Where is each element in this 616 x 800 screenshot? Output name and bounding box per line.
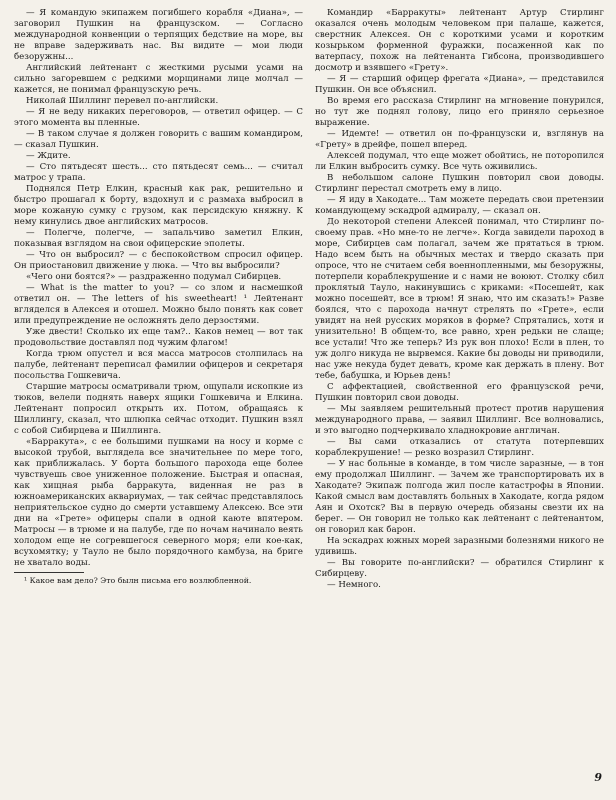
paragraph: Английский лейтенант с жесткими русыми усами на сильно загоревшем с редкими морщинами лице молчал — кажется, не понимал французскую речь.: [14, 63, 303, 95]
paragraph: — What is the matter to you? — со злом и насмешкой ответил он. — The letters of his sweetheart! ¹ Лейтенант вгляделся в Алексея и отошел. Можно было понять как совет или предупреждение не осложнять дело дерзостями.: [14, 283, 303, 326]
paragraph: «Чего они боятся?» — раздраженно подумал Сибирцев.: [26, 272, 282, 282]
paragraph: В небольшом салоне Пушкин повторил свои доводы. Стирлинг перестал смотреть ему в лицо.: [315, 173, 604, 194]
paragraph: — Я не веду никаких переговоров, — ответил офицер. — С этого момента вы пленные.: [14, 107, 303, 128]
paragraph: — Мы заявляем решительный протест против нарушения международного права, — заявил Шиллинг. Все волновались, и это выгодно подчеркивало хладнокровие англичан.: [315, 404, 604, 436]
paragraph: Командир «Барракуты» лейтенант Артур Стирлинг оказался очень молодым человеком при палаше, кажется, сверстник Алексея. Он с короткими усами и коротким козырьком форменной фуражки, посаженной как по ватерпасу, похож на лейтенанта Гибсона, производившего досмотр и взявшего «Грету».: [315, 8, 604, 73]
paragraph: С аффектацией, свойственной его французской речи, Пушкин повторил свои доводы.: [315, 382, 604, 403]
footnote-divider: [14, 572, 84, 573]
paragraph: Алексей подумал, что еще может обойтись, не поторопился ли Елкин выбросить сумку. Все чуть оживились.: [315, 151, 604, 172]
paragraph: — Полегче, полегче, — запальчиво заметил Елкин, показывая взглядом на свои офицерские эполеты.: [14, 228, 303, 249]
paragraph: — Немного.: [327, 580, 381, 590]
paragraph: — У нас больные в команде, в том числе заразные, — в тон ему продолжал Шиллинг. — Зачем же транспортировать их в Хакодате? Экипаж полгода жил после катастрофы в Японии. Какой смысл вам доставлять больных в Хакодате, когда рядом Аян и Охотск? Вы в первую очередь обязаны свезти их на берег. — Он говорил не только как лейтенант с лейтенантом, он говорил как барон.: [315, 459, 604, 535]
paragraph: — Ждите.: [26, 151, 71, 161]
paragraph: — В таком случае я должен говорить с вашим командиром, — сказал Пушкин.: [14, 129, 303, 150]
left-column: [14, 8, 303, 768]
paragraph: — Я командую экипажем погибшего корабля «Диана», — заговорил Пушкин на французском. — Согласно международной конвенции о терпящих бедствие на море, вы не вправе задерживать нас. Вы видите — мои люди безоружны...: [14, 8, 303, 62]
paragraph: Когда трюм опустел и вся масса матросов столпилась на палубе, лейтенант переписал фамилии офицеров и секретаря посольства Гошкевича.: [14, 349, 303, 381]
paragraph: — Идемте! — ответил он по-французски и, взглянув на «Грету» в дрейфе, пошел вперед.: [315, 129, 604, 150]
paragraph: Николай Шиллинг перевел по-английски.: [26, 96, 219, 106]
paragraph: — Что он выбросил? — с беспокойством спросил офицер. Он приостановил движение у люка. — Что вы выбросили?: [14, 250, 303, 271]
paragraph: Во время его рассказа Стирлинг на мгновение понурился, но тут же поднял голову, лицо его приняло серьезное выражение.: [315, 96, 604, 128]
paragraph: На эскадрах южных морей заразными болезнями никого не удивишь.: [315, 536, 604, 557]
paragraph: — Сто пятьдесят шесть... сто пятьдесят семь... — считал матрос у трапа.: [14, 162, 303, 183]
paragraph: Старшие матросы осматривали трюм, ощупали ископкие из тюков, велели поднять наверх ящики Гошкевича и Елкина. Лейтенант попросил открыть их. Потом, обращаясь к Шиллингу, сказал, что шлюпка сейчас отходит. Пушкин взял с собой Сибирцева и Шиллинга.: [14, 382, 303, 436]
paragraph: «Барракута», с ее большими пушками на носу и корме с высокой трубой, выглядела все значительнее по мере того, как приближалась. У борта большого парохода еще более чувствуешь свое униженное положение. Быстрая и опасная, как хищная рыба барракута, виденная не раз в южноамериканских аквариумах, — так сейчас представлялось неприятельское судно до смерти уставшему Алексею. Все эти дни на «Грете» офицеры спали в одной каюте впятером. Матросы — в трюме и на палубе, где по ночам начинало веять холодом еще не согревшегося северного моря; ели кое-как, всухомятку; у Тауло не было порядочного камбуза, на бриге не хватало воды.: [14, 437, 303, 568]
paragraph: Уже двести! Сколько их еще там?.. Каков немец — вот так продовольствие доставлял под чужим флагом!: [14, 327, 303, 348]
footnote: ¹ Какое вам дело? Это былн письма его возлюбленной.: [24, 576, 252, 585]
paragraph: — Вы сами отказались от статута потерпевших кораблекрушение! — резко возразил Стирлинг.: [315, 437, 604, 458]
paragraph: — Я — старший офицер фрегата «Диана», — представился Пушкин. Он все объяснил.: [315, 74, 604, 95]
text-columns: [14, 8, 604, 768]
paragraph: Поднялся Петр Елкин, красный как рак, решительно и быстро прошагал к борту, вздохнул и с размаха выбросил в море кожаную сумку с грузом, как персидскую княжну. К нему кинулись двое английских матросов.: [14, 184, 303, 227]
right-column: [315, 8, 604, 768]
paragraph: — Вы говорите по-английски? — обратился Стирлинг к Сибирцеву.: [315, 558, 604, 579]
paragraph: — Я иду в Хакодате... Там можете передать свои претензии командующему эскадрой адмиралу, — сказал он.: [315, 195, 604, 216]
paragraph: До некоторой степени Алексей понимал, что Стирлинг по-своему прав. «Но мне-то не легче». Когда завидели пароход в море, Сибирцев сам полагал, зачем же прятаться в трюм. Надо всем быть на обычных местах и твердо сказать при опросе, что не считаем себя военнопленными, мы безоружны, потерпели кораблекрушение и с нами не воюют. Столку сбил проклятый Тауло, накинувшись с криками: «Посешейт, как можно посешейт, все в трюм! Я знаю, что им сказать!» Разве боялся, что с парохода начнут стрелять по «Грете», если увидят на ней русских моряков в форме? Спрятались, хотя и унизительно! В общем-то, все равно, хрен редьки не слаще; все устали! Что же теперь? Из рук вон плохо! Если в плен, то уж долго никуда не вырвемся. Какие бы доводы ни приводили, нас уже некуда будет девать, кроме как держать в плену. Вот тебе, бабушка, и Юрьев день!: [315, 217, 604, 381]
page-number: 9: [594, 771, 602, 784]
